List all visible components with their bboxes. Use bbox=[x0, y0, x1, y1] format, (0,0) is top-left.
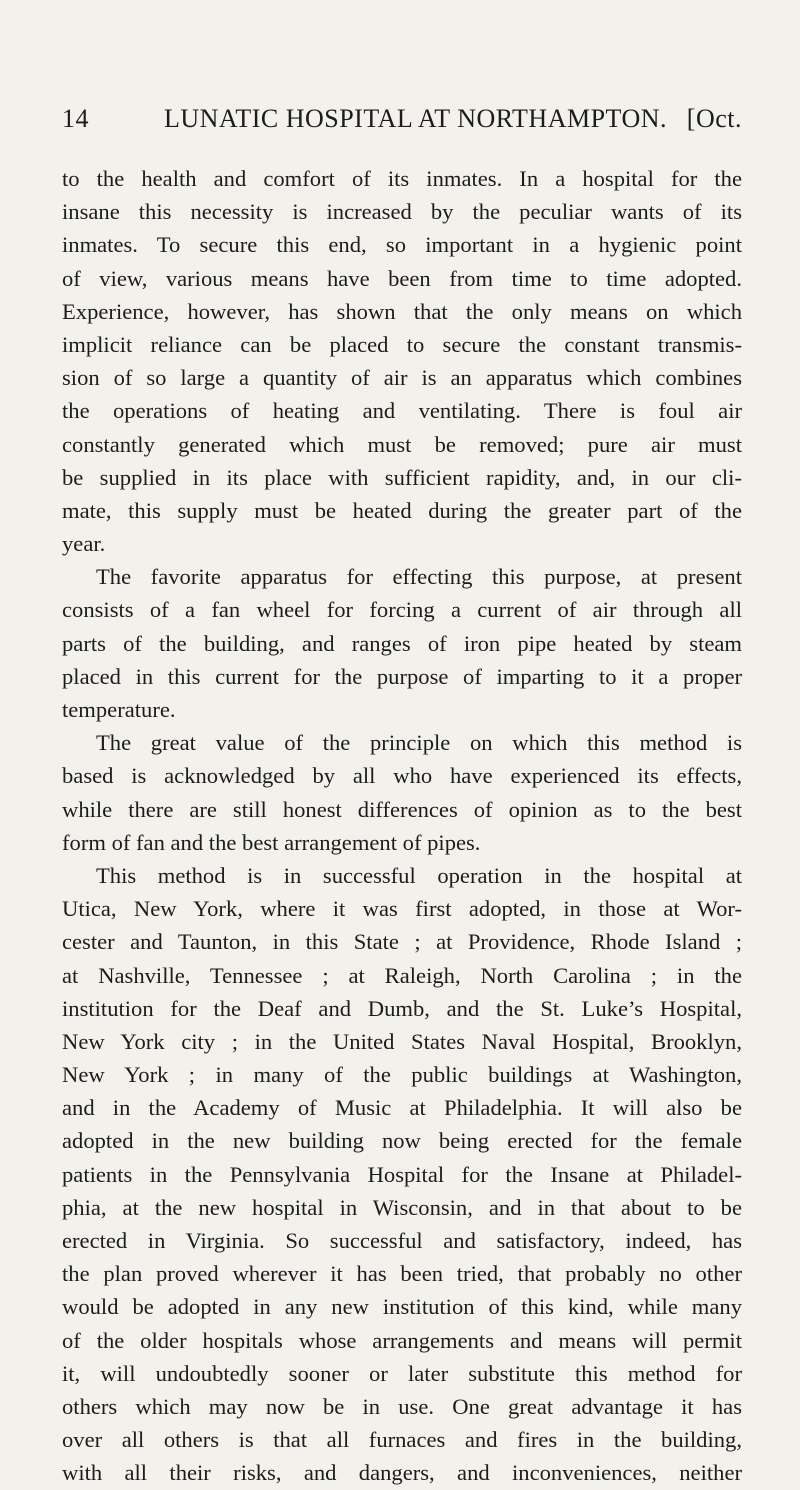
text-line: of view, various means have been from time to time adopted. bbox=[62, 265, 742, 291]
text-line: New York city ; in the United States Naval Hospital, Brooklyn, bbox=[62, 1028, 742, 1054]
text-line: cester and Taunton, in this State ; at Providence, Rhode Island ; bbox=[62, 929, 742, 955]
text-line: parts of the building, and ranges of iron pipe heated by steam bbox=[62, 630, 742, 656]
text-line: based is acknowledged by all who have experienced its effects, bbox=[62, 763, 742, 789]
text-line: year. bbox=[62, 531, 106, 557]
text-line: The great value of the principle on which this method is bbox=[96, 730, 742, 756]
text-line: placed in this current for the purpose of imparting to it a proper bbox=[62, 663, 742, 689]
text-line: others which may now be in use. One great advantage it has bbox=[62, 1393, 742, 1419]
body-text bbox=[62, 162, 742, 1490]
text-line: of the older hospitals whose arrangements and means will permit bbox=[62, 1327, 742, 1353]
text-line: form of fan and the best arrangement of pipes. bbox=[62, 829, 481, 855]
running-title: LUNATIC HOSPITAL AT NORTHAMPTON. bbox=[164, 104, 668, 133]
page-number: 14 bbox=[62, 104, 89, 133]
text-line: implicit reliance can be placed to secure the constant transmis- bbox=[62, 331, 742, 357]
text-line: it, will undoubtedly sooner or later substitute this method for bbox=[62, 1360, 742, 1386]
text-line: mate, this supply must be heated during the greater part of the bbox=[62, 497, 742, 523]
text-line: inmates. To secure this end, so important in a hygienic point bbox=[62, 232, 742, 258]
text-line: the plan proved wherever it has been tried, that probably no other bbox=[62, 1261, 742, 1287]
text-line: while there are still honest differences of opinion as to the best bbox=[62, 796, 742, 822]
text-line: with all their risks, and dangers, and inconveniences, neither bbox=[62, 1460, 742, 1486]
text-line: would be adopted in any new institution of this kind, while many bbox=[62, 1294, 742, 1320]
text-line: The favorite apparatus for effecting this purpose, at present bbox=[96, 564, 742, 590]
text-line: the operations of heating and ventilating. There is foul air bbox=[62, 398, 742, 424]
text-line: and in the Academy of Music at Philadelphia. It will also be bbox=[62, 1095, 742, 1121]
text-line: Experience, however, has shown that the only means on which bbox=[62, 298, 742, 324]
text-line: sion of so large a quantity of air is an apparatus which combines bbox=[62, 365, 742, 391]
text-line: This method is in successful operation in the hospital at bbox=[96, 862, 742, 888]
text-line: New York ; in many of the public buildings at Washington, bbox=[62, 1062, 742, 1088]
text-line: patients in the Pennsylvania Hospital for the Insane at Philadel- bbox=[62, 1161, 742, 1187]
text-line: phia, at the new hospital in Wisconsin, and in that about to be bbox=[62, 1194, 742, 1220]
text-line: at Nashville, Tennessee ; at Raleigh, North Carolina ; in the bbox=[62, 962, 742, 988]
text-line: Utica, New York, where it was first adopted, in those at Wor- bbox=[62, 896, 742, 922]
text-line: to the health and comfort of its inmates. In a hospital for the bbox=[62, 166, 742, 191]
running-header bbox=[62, 104, 742, 144]
text-line: erected in Virginia. So successful and satisfactory, indeed, has bbox=[62, 1228, 742, 1253]
text-line: institution for the Deaf and Dumb, and the St. Luke’s Hospital, bbox=[62, 995, 742, 1021]
text-line: temperature. bbox=[62, 697, 176, 722]
text-line: consists of a fan wheel for forcing a current of air through all bbox=[62, 597, 742, 623]
text-line: constantly generated which must be removed; pure air must bbox=[62, 431, 742, 457]
running-month: [Oct. bbox=[686, 104, 742, 133]
text-line: be supplied in its place with sufficient rapidity, and, in our cli- bbox=[62, 464, 742, 490]
text-line: insane this necessity is increased by the peculiar wants of its bbox=[62, 199, 742, 225]
text-line: adopted in the new building now being erected for the female bbox=[62, 1128, 742, 1154]
text-line: over all others is that all furnaces and fires in the building, bbox=[62, 1427, 742, 1453]
